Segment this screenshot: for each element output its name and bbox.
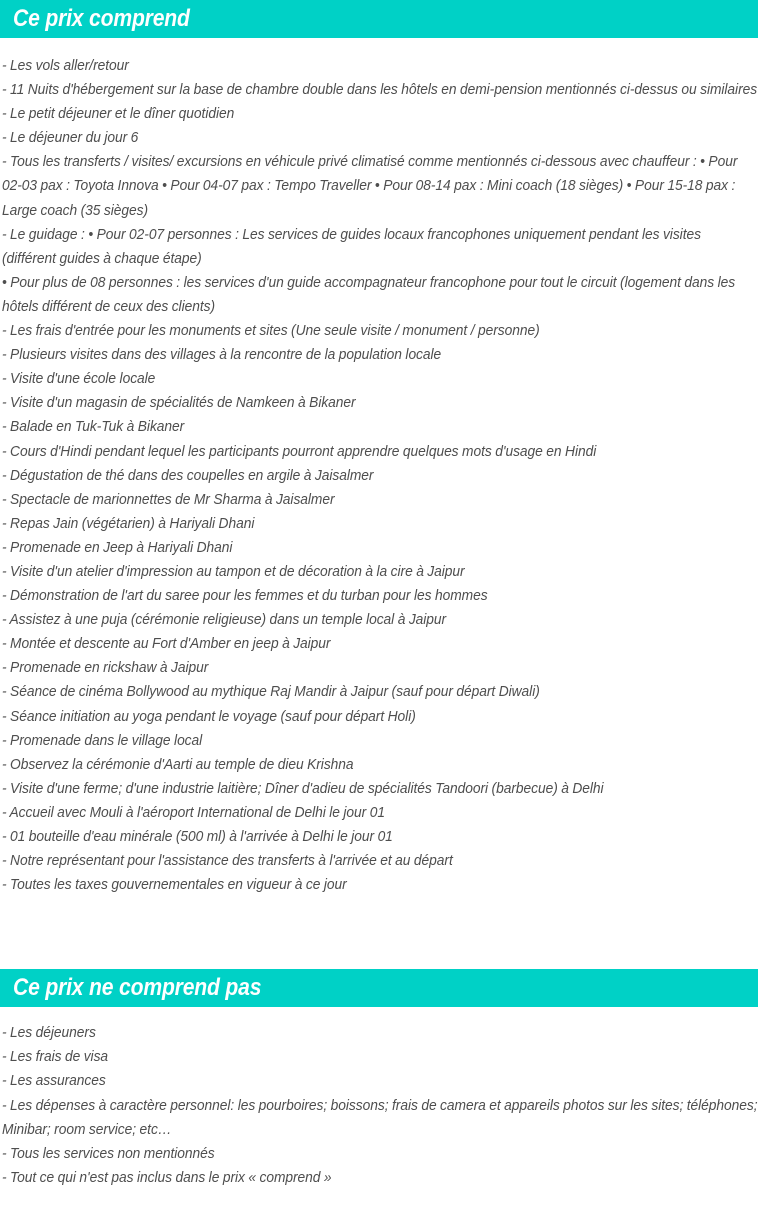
list-item: - 01 bouteille d'eau minérale (500 ml) à l'arrivée à Delhi le jour 01 xyxy=(2,829,393,845)
list-item: - 11 Nuits d'hébergement sur la base de chambre double dans les hôtels en demi-pension mentionnés ci-dessus ou similaires xyxy=(2,82,758,99)
list-item: - Notre représentant pour l'assistance des transferts à l'arrivée et au départ xyxy=(2,853,453,870)
list-item: - Tout ce qui n'est pas inclus dans le prix « comprend » xyxy=(2,1169,332,1186)
list-item: - Tous les services non mentionnés xyxy=(2,1145,215,1162)
section-heading-included-label: Ce prix comprend xyxy=(13,5,190,32)
list-item: - Séance initiation au yoga pendant le voyage (sauf pour départ Holi) xyxy=(2,708,416,725)
section-heading-not-included-label: Ce prix ne comprend pas xyxy=(13,974,262,1002)
list-item: - Tous les transferts / visites/ excursions en véhicule privé climatisé comme mentionnés ci-dessous avec chauffeur : • Pour 02-03 pax : Toyota Innova • Pour 04-07 pax : Tempo Traveller • Pour 08-14 pax : Mini coach (18 sièges) • Pour 15-18 pax : Large coach (35 sièges) xyxy=(2,154,738,219)
section-heading-not-included xyxy=(0,969,758,1007)
list-item: - Montée et descente au Fort d'Amber en jeep à Jaipur xyxy=(2,636,331,653)
list-item: - Visite d'un magasin de spécialités de Namkeen à Bikaner xyxy=(2,395,356,412)
list-item: - Plusieurs visites dans des villages à la rencontre de la population locale xyxy=(2,347,442,364)
list-item: - Accueil avec Mouli à l'aéroport International de Delhi le jour 01 xyxy=(2,804,385,821)
section-body-not-included xyxy=(0,1007,758,1190)
section-divider-space xyxy=(0,897,758,969)
list-item: - Observez la cérémonie d'Aarti au temple de dieu Krishna xyxy=(2,756,354,773)
list-item: - Visite d'une ferme; d'une industrie laitière; Dîner d'adieu de spécialités Tandoori (barbecue) à Delhi xyxy=(2,780,604,797)
list-item: - Les frais d'entrée pour les monuments et sites (Une seule visite / monument / personne) xyxy=(2,323,540,340)
list-item: - Les dépenses à caractère personnel: les pourboires; boissons; frais de camera et appareils photos sur les sites; téléphones; Minibar; room service; etc… xyxy=(2,1097,758,1138)
list-item: - Séance de cinéma Bollywood au mythique Raj Mandir à Jaipur (sauf pour départ Diwali) xyxy=(2,684,540,701)
list-item: - Les déjeuners xyxy=(2,1025,96,1042)
list-item: - Assistez à une puja (cérémonie religieuse) dans un temple local à Jaipur xyxy=(2,612,447,629)
list-item: - Promenade en Jeep à Hariyali Dhani xyxy=(2,539,233,556)
list-item: - Toutes les taxes gouvernementales en vigueur à ce jour xyxy=(2,877,347,894)
list-item: - Démonstration de l'art du saree pour les femmes et du turban pour les hommes xyxy=(2,588,488,605)
list-item: - Le guidage : • Pour 02-07 personnes : Les services de guides locaux francophones uniquement pendant les visites (différent guides à chaque étape) xyxy=(2,226,701,267)
list-item: - Le déjeuner du jour 6 xyxy=(2,130,139,147)
section-body-included xyxy=(0,38,758,897)
list-item: - Les assurances xyxy=(2,1073,106,1090)
list-item: - Promenade en rickshaw à Jaipur xyxy=(2,660,209,677)
list-item: - Balade en Tuk-Tuk à Bikaner xyxy=(2,419,185,436)
list-item: - Dégustation de thé dans des coupelles en argile à Jaisalmer xyxy=(2,467,374,484)
list-item: - Promenade dans le village local xyxy=(2,732,203,749)
list-item: - Les vols aller/retour xyxy=(2,58,129,74)
list-item: - Spectacle de marionnettes de Mr Sharma à Jaisalmer xyxy=(2,491,335,508)
list-item: - Visite d'un atelier d'impression au tampon et de décoration à la cire à Jaipur xyxy=(2,563,465,580)
list-item: - Cours d'Hindi pendant lequel les participants pourront apprendre quelques mots d'usage en Hindi xyxy=(2,443,597,460)
bottom-spacer xyxy=(0,1190,758,1204)
list-item: - Les frais de visa xyxy=(2,1049,109,1066)
section-heading-included xyxy=(0,0,758,38)
list-item: - Visite d'une école locale xyxy=(2,371,156,388)
list-item: • Pour plus de 08 personnes : les services d'un guide accompagnateur francophone pour tout le circuit (logement dans les hôtels différent de ceux des clients) xyxy=(2,274,736,315)
list-item: - Le petit déjeuner et le dîner quotidien xyxy=(2,106,235,123)
list-item: - Repas Jain (végétarien) à Hariyali Dhani xyxy=(2,515,255,532)
